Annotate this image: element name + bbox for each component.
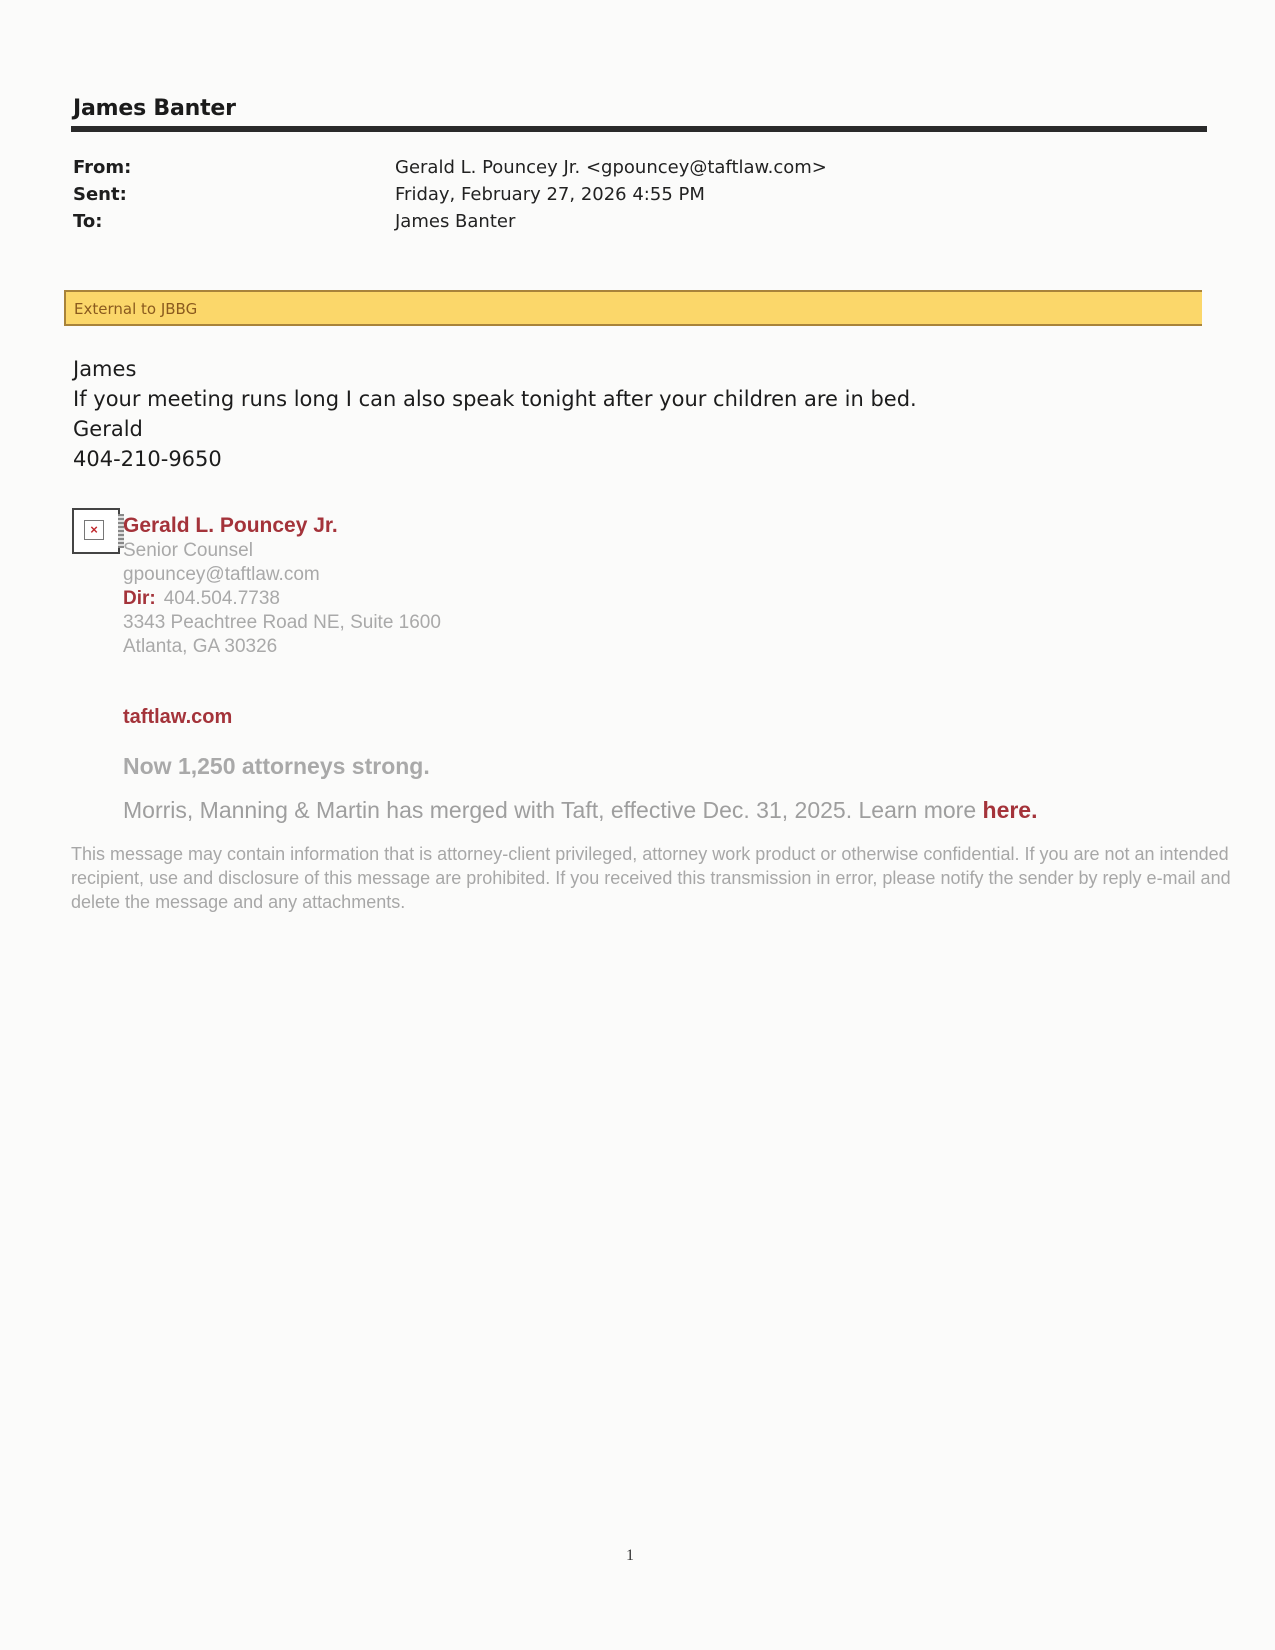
direct-line-value: 404.504.7738 xyxy=(163,588,280,609)
direct-line-label: Dir: xyxy=(123,588,156,609)
signature-direct-line xyxy=(123,588,280,610)
merger-notice xyxy=(123,797,1038,824)
signature-address-line2: Atlanta, GA 30326 xyxy=(123,636,278,657)
signature-title: Senior Counsel xyxy=(123,540,253,561)
external-sender-text: External to JBBG xyxy=(74,300,198,318)
to-label: To: xyxy=(73,211,103,232)
firm-tagline: Now 1,250 attorneys strong. xyxy=(123,753,430,779)
body-greeting: James xyxy=(73,357,137,381)
from-label: From: xyxy=(73,157,132,178)
confidentiality-disclaimer: This message may contain information that is attorney-client privileged, attorney work product or otherwise confidential. If you are not an intended recipient, use and disclosure of this message are prohibited. If you received this transmission in error, please notify the sender by reply e-mail and delete the message and any attachments. xyxy=(71,844,1231,912)
signature-name: Gerald L. Pouncey Jr. xyxy=(123,514,338,537)
body-signoff: Gerald xyxy=(73,417,143,441)
website-link[interactable]: taftlaw.com xyxy=(123,706,233,728)
to-row xyxy=(73,211,1173,239)
merger-text: Morris, Manning & Martin has merged with Taft, effective Dec. 31, 2025. Learn more xyxy=(123,797,983,823)
mailbox-owner-name: James Banter xyxy=(73,96,236,121)
learn-more-link[interactable]: here. xyxy=(982,797,1038,823)
sent-row xyxy=(73,184,1173,212)
from-row xyxy=(73,157,1173,185)
sent-label: Sent: xyxy=(73,184,127,205)
image-placeholder-x-icon: × xyxy=(84,520,104,540)
from-value: Gerald L. Pouncey Jr. <gpouncey@taftlaw.com> xyxy=(395,157,827,178)
signature-address-line1: 3343 Peachtree Road NE, Suite 1600 xyxy=(123,612,441,633)
external-sender-banner xyxy=(64,290,1202,326)
broken-image-icon xyxy=(72,508,120,554)
body-phone: 404-210-9650 xyxy=(73,447,222,471)
sent-value: Friday, February 27, 2026 4:55 PM xyxy=(395,184,705,205)
header-divider xyxy=(71,126,1207,132)
signature-email: gpouncey@taftlaw.com xyxy=(123,564,320,585)
body-message: If your meeting runs long I can also speak tonight after your children are in bed. xyxy=(73,387,917,411)
to-value: James Banter xyxy=(395,211,516,232)
page-number: 1 xyxy=(626,1547,634,1564)
